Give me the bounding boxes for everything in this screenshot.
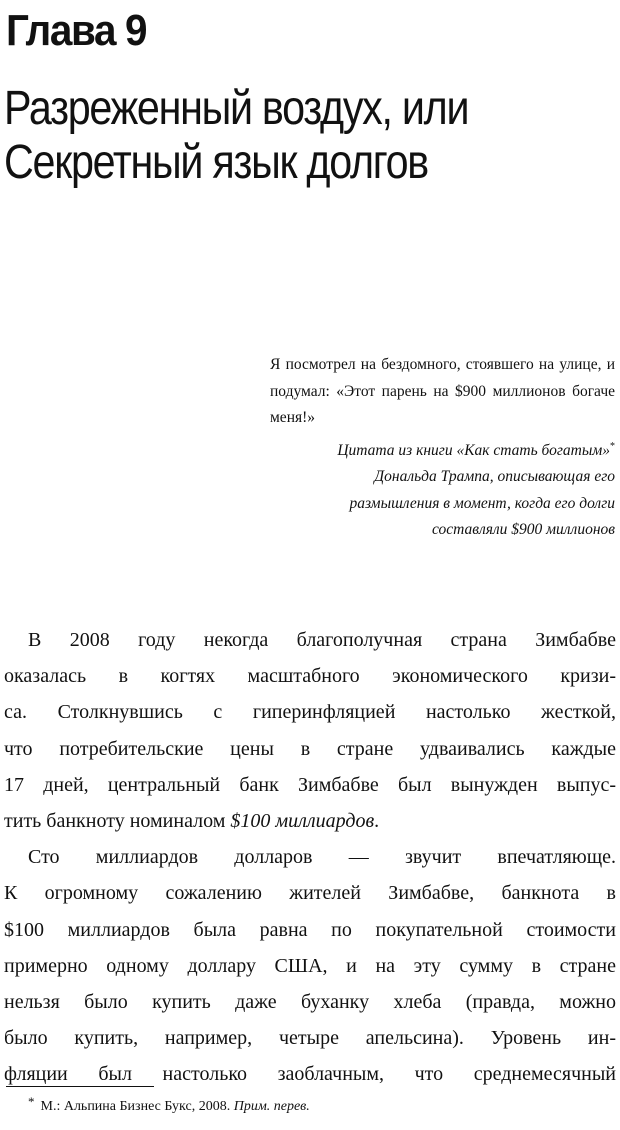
text-fragment: .	[374, 810, 380, 833]
emphasized-amount: $100 миллиардов	[230, 810, 375, 833]
epigraph-attribution-line: Дональда Трампа, описывающая его	[374, 468, 615, 485]
text-line: 17 дней, центральный банк Зимбабве был вынужден выпус-	[4, 773, 616, 796]
chapter-number: Глава 9	[6, 6, 147, 55]
chapter-title	[4, 82, 606, 190]
footnote-translator-note: Прим. перев.	[233, 1099, 310, 1114]
text-line: было купить, например, четыре апельсина). Уровень ин-	[4, 1027, 616, 1050]
epigraph-attribution-line	[270, 438, 615, 465]
footnote-text: М.: Альпина Бизнес Букс, 2008.	[40, 1099, 234, 1114]
footnote-reference-marker: *	[610, 440, 615, 452]
footnote	[28, 1096, 310, 1117]
epigraph-source-text: Цитата из книги «Как стать богатым»	[337, 441, 610, 459]
text-line: что потребительские цены в стране удваивались каждые	[4, 737, 616, 760]
text-line	[4, 803, 616, 839]
text-line: фляции был настолько заоблачным, что среднемесячный	[4, 1063, 616, 1086]
epigraph-quote: Я посмотрел на бездомного, стоявшего на улице, и подумал: «Этот парень на $900 миллионов богаче меня!»	[270, 356, 615, 426]
paragraph	[4, 839, 616, 1092]
text-line: нельзя было купить даже буханку хлеба (правда, можно	[4, 991, 616, 1014]
epigraph-attribution-line: составляли $900 миллионов	[431, 521, 615, 538]
epigraph-attribution	[270, 438, 615, 544]
text-fragment: тить банкноту номиналом	[4, 810, 231, 833]
text-line: $100 миллиардов была равна по покупательной стоимости	[4, 918, 616, 941]
text-line: оказалась в когтях масштабного экономического кризи-	[4, 665, 616, 688]
text-line: К огромному сожалению жителей Зимбабве, банкнота в	[4, 882, 616, 905]
chapter-title-line: Секретный язык долгов	[4, 136, 428, 189]
text-line: В 2008 году некогда благополучная страна Зимбабве	[28, 629, 616, 651]
chapter-title-line: Разреженный воздух, или	[4, 82, 469, 135]
body-text	[4, 622, 616, 1093]
epigraph	[270, 352, 615, 544]
footnote-marker: *	[28, 1094, 35, 1109]
text-line: примерно одному доллару США, и на эту сумму в стране	[4, 954, 616, 977]
text-line: са. Столкнувшись с гиперинфляцией настолько жесткой,	[4, 701, 616, 724]
footnote-divider	[6, 1086, 154, 1087]
text-line: Сто миллиардов долларов — звучит впечатляюще.	[28, 846, 616, 869]
epigraph-attribution-line: размышления в момент, когда его долги	[349, 494, 615, 512]
paragraph	[4, 622, 616, 839]
